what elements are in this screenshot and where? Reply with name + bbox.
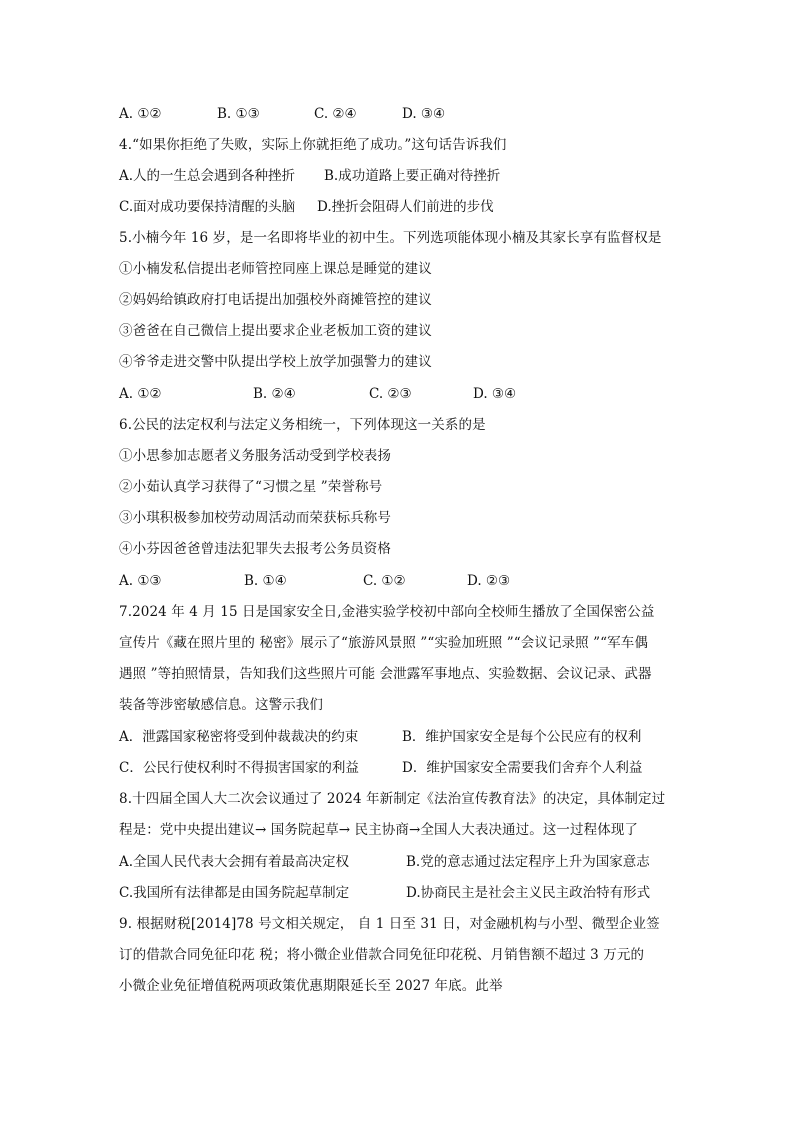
- q5-item-3: ③爸爸在自己微信上提出要求企业老板加工资的建议: [119, 323, 432, 339]
- q7-option-d[interactable]: D．维护国家安全需要我们舍弃个人利益: [402, 760, 643, 776]
- q9-stem-line-2: 订的借款合同免征印花 税；将小微企业借款合同免征印花税、月销售额不超过 3 万元的: [119, 947, 645, 963]
- q5-options: [119, 385, 679, 403]
- q7-stem-line-2: 宣传片《藏在照片里的 秘密》展示了“旅游风景照 ”“实验加班照 ”“会议记录照 ”“军车偶: [119, 635, 648, 651]
- q9-stem-line-1: 9. 根据财税[2014]78 号文相关规定， 自 1 日至 31 日，对金融机构与小型、微型企业签: [119, 916, 660, 932]
- q3-options: [119, 105, 679, 123]
- q8-stem-line-1: 8.十四届全国人大二次会议通过了 2024 年新制定《法治宣传教育法》的决定，具体制定过: [119, 791, 666, 807]
- q4-options-row2: [119, 198, 679, 216]
- q9-stem-line-3: 小微企业免征增值税两项政策优惠期限延长至 2027 年底。此举: [119, 978, 503, 994]
- q5-item-2: ②妈妈给镇政府打电话提出加强校外商摊管控的建议: [119, 292, 432, 308]
- q5-item-4: ④爷爷走进交警中队提出学校上放学加强警力的建议: [119, 354, 432, 370]
- q8-option-d[interactable]: D.协商民主是社会主义民主政治特有形式: [406, 885, 651, 901]
- q6-option-d[interactable]: D. ②③: [467, 573, 511, 589]
- q7-option-c[interactable]: C．公民行使权利时不得损害国家的利益: [119, 760, 359, 776]
- q3-option-c[interactable]: C. ②④: [314, 106, 357, 122]
- q8-option-b[interactable]: B.党的意志通过法定程序上升为国家意志: [406, 854, 650, 870]
- q5-option-b[interactable]: B. ②④: [253, 386, 296, 402]
- q6-options: [119, 572, 679, 590]
- q4-option-a[interactable]: A.人的一生总会遇到各种挫折: [119, 168, 296, 184]
- q8-options-row2: [119, 884, 679, 902]
- q7-stem-line-4: 装备等涉密敏感信息。这警示我们: [119, 697, 323, 713]
- q6-option-c[interactable]: C. ①②: [363, 573, 406, 589]
- q6-stem: 6.公民的法定权利与法定义务相统一，下列体现这一关系的是: [119, 417, 486, 433]
- q7-option-b[interactable]: B．维护国家安全是每个公民应有的权利: [402, 729, 642, 745]
- q6-option-a[interactable]: A. ①③: [119, 573, 162, 589]
- q5-option-d[interactable]: D. ③④: [473, 386, 517, 402]
- q3-option-b[interactable]: B. ①③: [217, 106, 260, 122]
- q4-option-d[interactable]: D.挫折会阻碍人们前进的步伐: [317, 199, 494, 215]
- q3-option-a[interactable]: A. ①②: [119, 106, 162, 122]
- q5-option-c[interactable]: C. ②③: [369, 386, 412, 402]
- q8-options-row1: [119, 853, 679, 871]
- q7-stem-line-3: 遇照 ”等拍照情景，告知我们这些照片可能 会泄露军事地点、实验数据、会议记录、武器: [119, 666, 652, 682]
- q8-option-a[interactable]: A.全国人民代表大会拥有着最高决定权: [119, 854, 350, 870]
- q7-stem-line-1: 7.2024 年 4 月 15 日是国家安全日,金港实验学校初中部向全校师生播放了全国保密公益: [119, 604, 655, 620]
- q7-options-row1: [119, 728, 679, 746]
- q7-options-row2: [119, 759, 679, 777]
- q5-stem: 5.小楠今年 16 岁，是一名即将毕业的初中生。下列选项能体现小楠及其家长享有监督权是: [119, 230, 662, 246]
- q4-option-b[interactable]: B.成功道路上要正确对待挫折: [324, 168, 501, 184]
- q6-item-3: ③小琪积极参加校劳动周活动而荣获标兵称号: [119, 510, 391, 526]
- q8-stem-line-2: 程是：党中央提出建议→ 国务院起草→ 民主协商→全国人大表决通过。这一过程体现了: [119, 822, 639, 838]
- q8-option-c[interactable]: C.我国所有法律都是由国务院起草制定: [119, 885, 350, 901]
- q4-options-row1: [119, 167, 679, 185]
- q4-option-c[interactable]: C.面对成功要保持清醒的头脑: [119, 199, 296, 215]
- q6-item-4: ④小芬因爸爸曾违法犯罪失去报考公务员资格: [119, 541, 391, 557]
- q4-stem: 4.“如果你拒绝了失败，实际上你就拒绝了成功。”这句话告诉我们: [119, 137, 507, 153]
- q3-option-d[interactable]: D. ③④: [402, 106, 446, 122]
- q6-option-b[interactable]: B. ①④: [244, 573, 287, 589]
- q5-option-a[interactable]: A. ①②: [119, 386, 162, 402]
- q5-item-1: ①小楠发私信提出老师管控同座上课总是睡觉的建议: [119, 261, 432, 277]
- q6-item-1: ①小思参加志愿者义务服务活动受到学校表扬: [119, 448, 391, 464]
- q6-item-2: ②小茹认真学习获得了“习惯之星 ”荣誉称号: [119, 479, 383, 495]
- q7-option-a[interactable]: A．泄露国家秘密将受到仲裁裁决的约束: [119, 729, 359, 745]
